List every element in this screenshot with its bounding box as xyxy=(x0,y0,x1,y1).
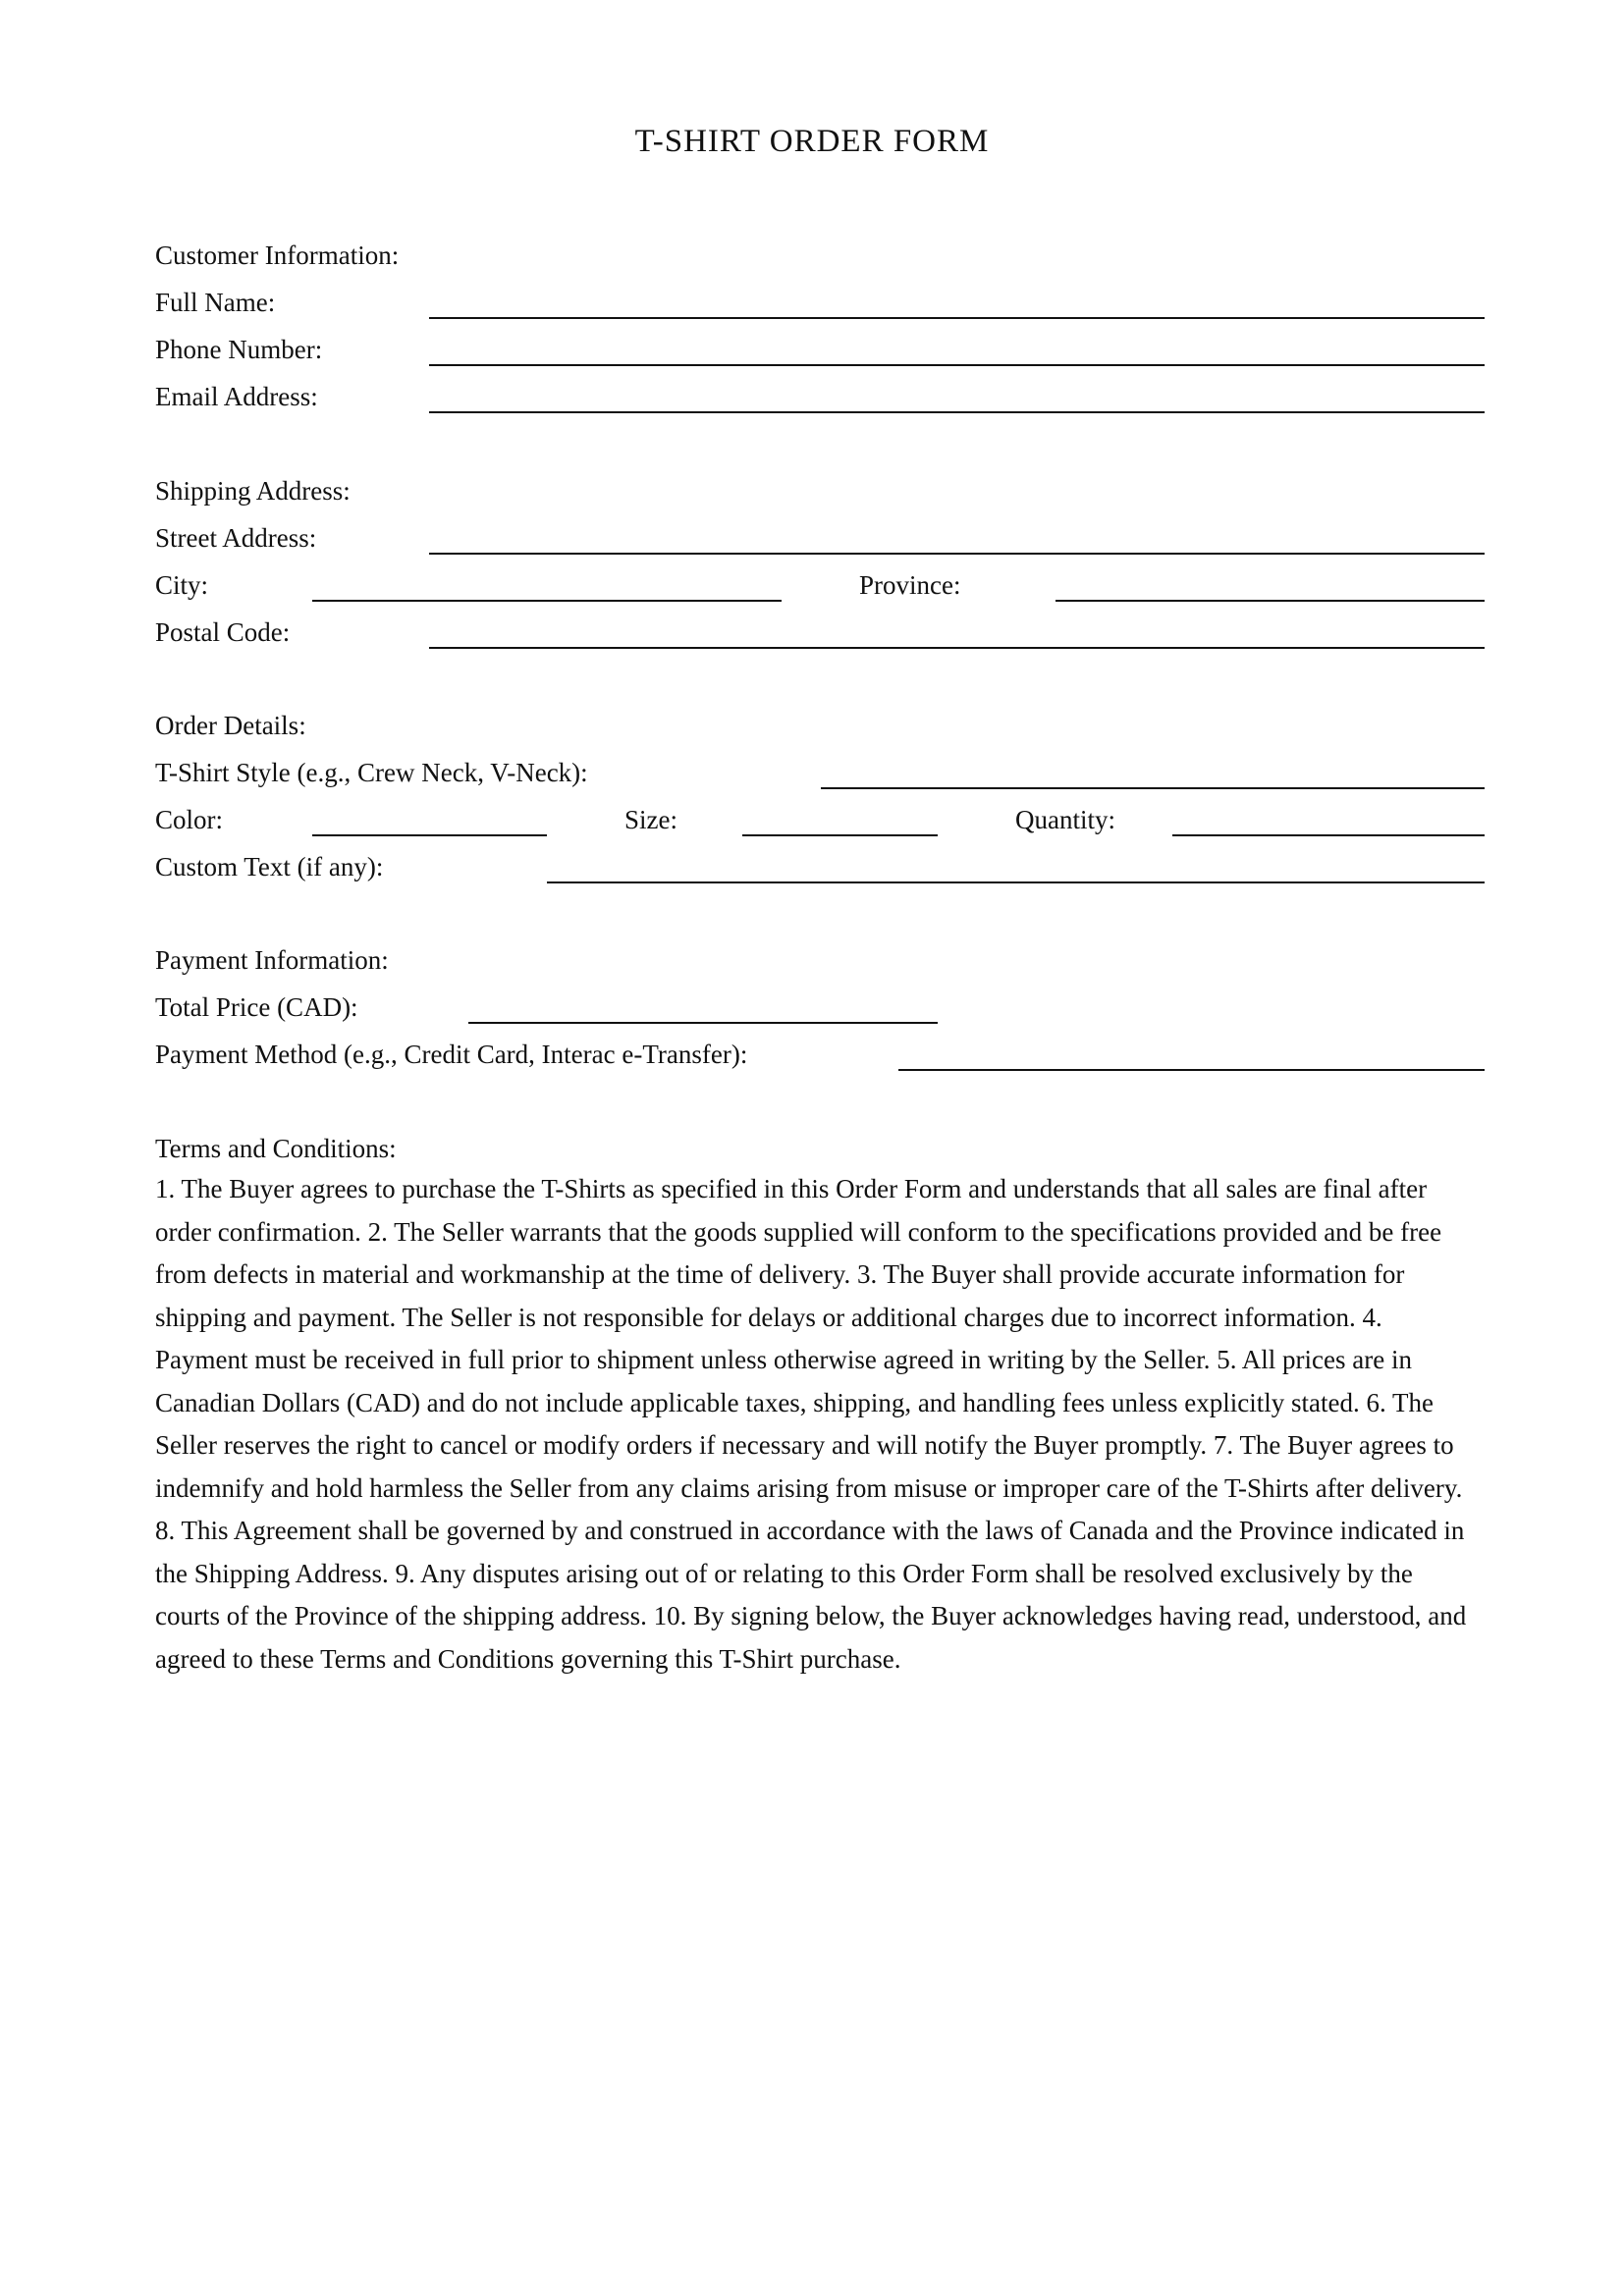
customer-info-heading: Customer Information: xyxy=(155,240,400,270)
color-field[interactable] xyxy=(312,834,547,836)
quantity-label: Quantity: xyxy=(1015,805,1115,834)
custom-text-label: Custom Text (if any): xyxy=(155,852,384,881)
tshirt-style-field[interactable] xyxy=(821,787,1485,789)
total-price-field[interactable] xyxy=(468,1022,938,1024)
custom-text-field[interactable] xyxy=(547,881,1485,883)
city-field[interactable] xyxy=(312,600,782,602)
terms-body: 1. The Buyer agrees to purchase the T-Shirts as specified in this Order Form and understands that all sales are final after order confirmation. 2. The Seller warrants that the goods supplied will conform to the specifications provided and be free from defects in material and workmanship at the time of delivery. 3. The Buyer shall provide accurate information for shipping and payment. The Seller is not responsible for delays or additional charges due to incorrect information. 4. Payment must be received in full prior to shipment unless otherwise agreed in writing by the Seller. 5. All prices are in Canadian Dollars (CAD) and do not include applicable taxes, shipping, and handling fees unless explicitly stated. 6. The Seller reserves the right to cancel or modify orders if necessary and will notify the Buyer promptly. 7. The Buyer agrees to indemnify and hold harmless the Seller from any claims arising from misuse or improper care of the T-Shirts after delivery. 8. This Agreement shall be governed by and construed in accordance with the laws of Canada and the Province indicated in the Shipping Address. 9. Any disputes arising out of or relating to this Order Form shall be resolved exclusively by the courts of the Province of the shipping address. 10. By signing below, the Buyer acknowledges having read, understood, and agreed to these Terms and Conditions governing this T-Shirt purchase. xyxy=(155,1174,1467,1674)
full-name-label: Full Name: xyxy=(155,288,276,317)
phone-number-field[interactable] xyxy=(429,364,1485,366)
postal-code-label: Postal Code: xyxy=(155,617,291,647)
order-details-heading: Order Details: xyxy=(155,711,306,740)
phone-number-label: Phone Number: xyxy=(155,335,323,364)
payment-method-field[interactable] xyxy=(898,1069,1485,1071)
street-address-label: Street Address: xyxy=(155,523,317,553)
size-field[interactable] xyxy=(742,834,938,836)
email-address-field[interactable] xyxy=(429,411,1485,413)
city-label: City: xyxy=(155,570,209,600)
color-label: Color: xyxy=(155,805,224,834)
quantity-field[interactable] xyxy=(1172,834,1485,836)
size-label: Size: xyxy=(624,805,677,834)
postal-code-field[interactable] xyxy=(429,647,1485,649)
shipping-address-heading: Shipping Address: xyxy=(155,476,351,506)
payment-info-heading: Payment Information: xyxy=(155,945,389,975)
total-price-label: Total Price (CAD): xyxy=(155,992,358,1022)
province-field[interactable] xyxy=(1056,600,1485,602)
tshirt-style-label: T-Shirt Style (e.g., Crew Neck, V-Neck): xyxy=(155,758,588,787)
page-title: T-SHIRT ORDER FORM xyxy=(634,124,990,159)
street-address-field[interactable] xyxy=(429,553,1485,555)
payment-method-label: Payment Method (e.g., Credit Card, Interac e-Transfer): xyxy=(155,1040,748,1069)
full-name-field[interactable] xyxy=(429,317,1485,319)
province-label: Province: xyxy=(859,570,961,600)
terms-heading: Terms and Conditions: xyxy=(155,1134,397,1163)
email-address-label: Email Address: xyxy=(155,382,318,411)
